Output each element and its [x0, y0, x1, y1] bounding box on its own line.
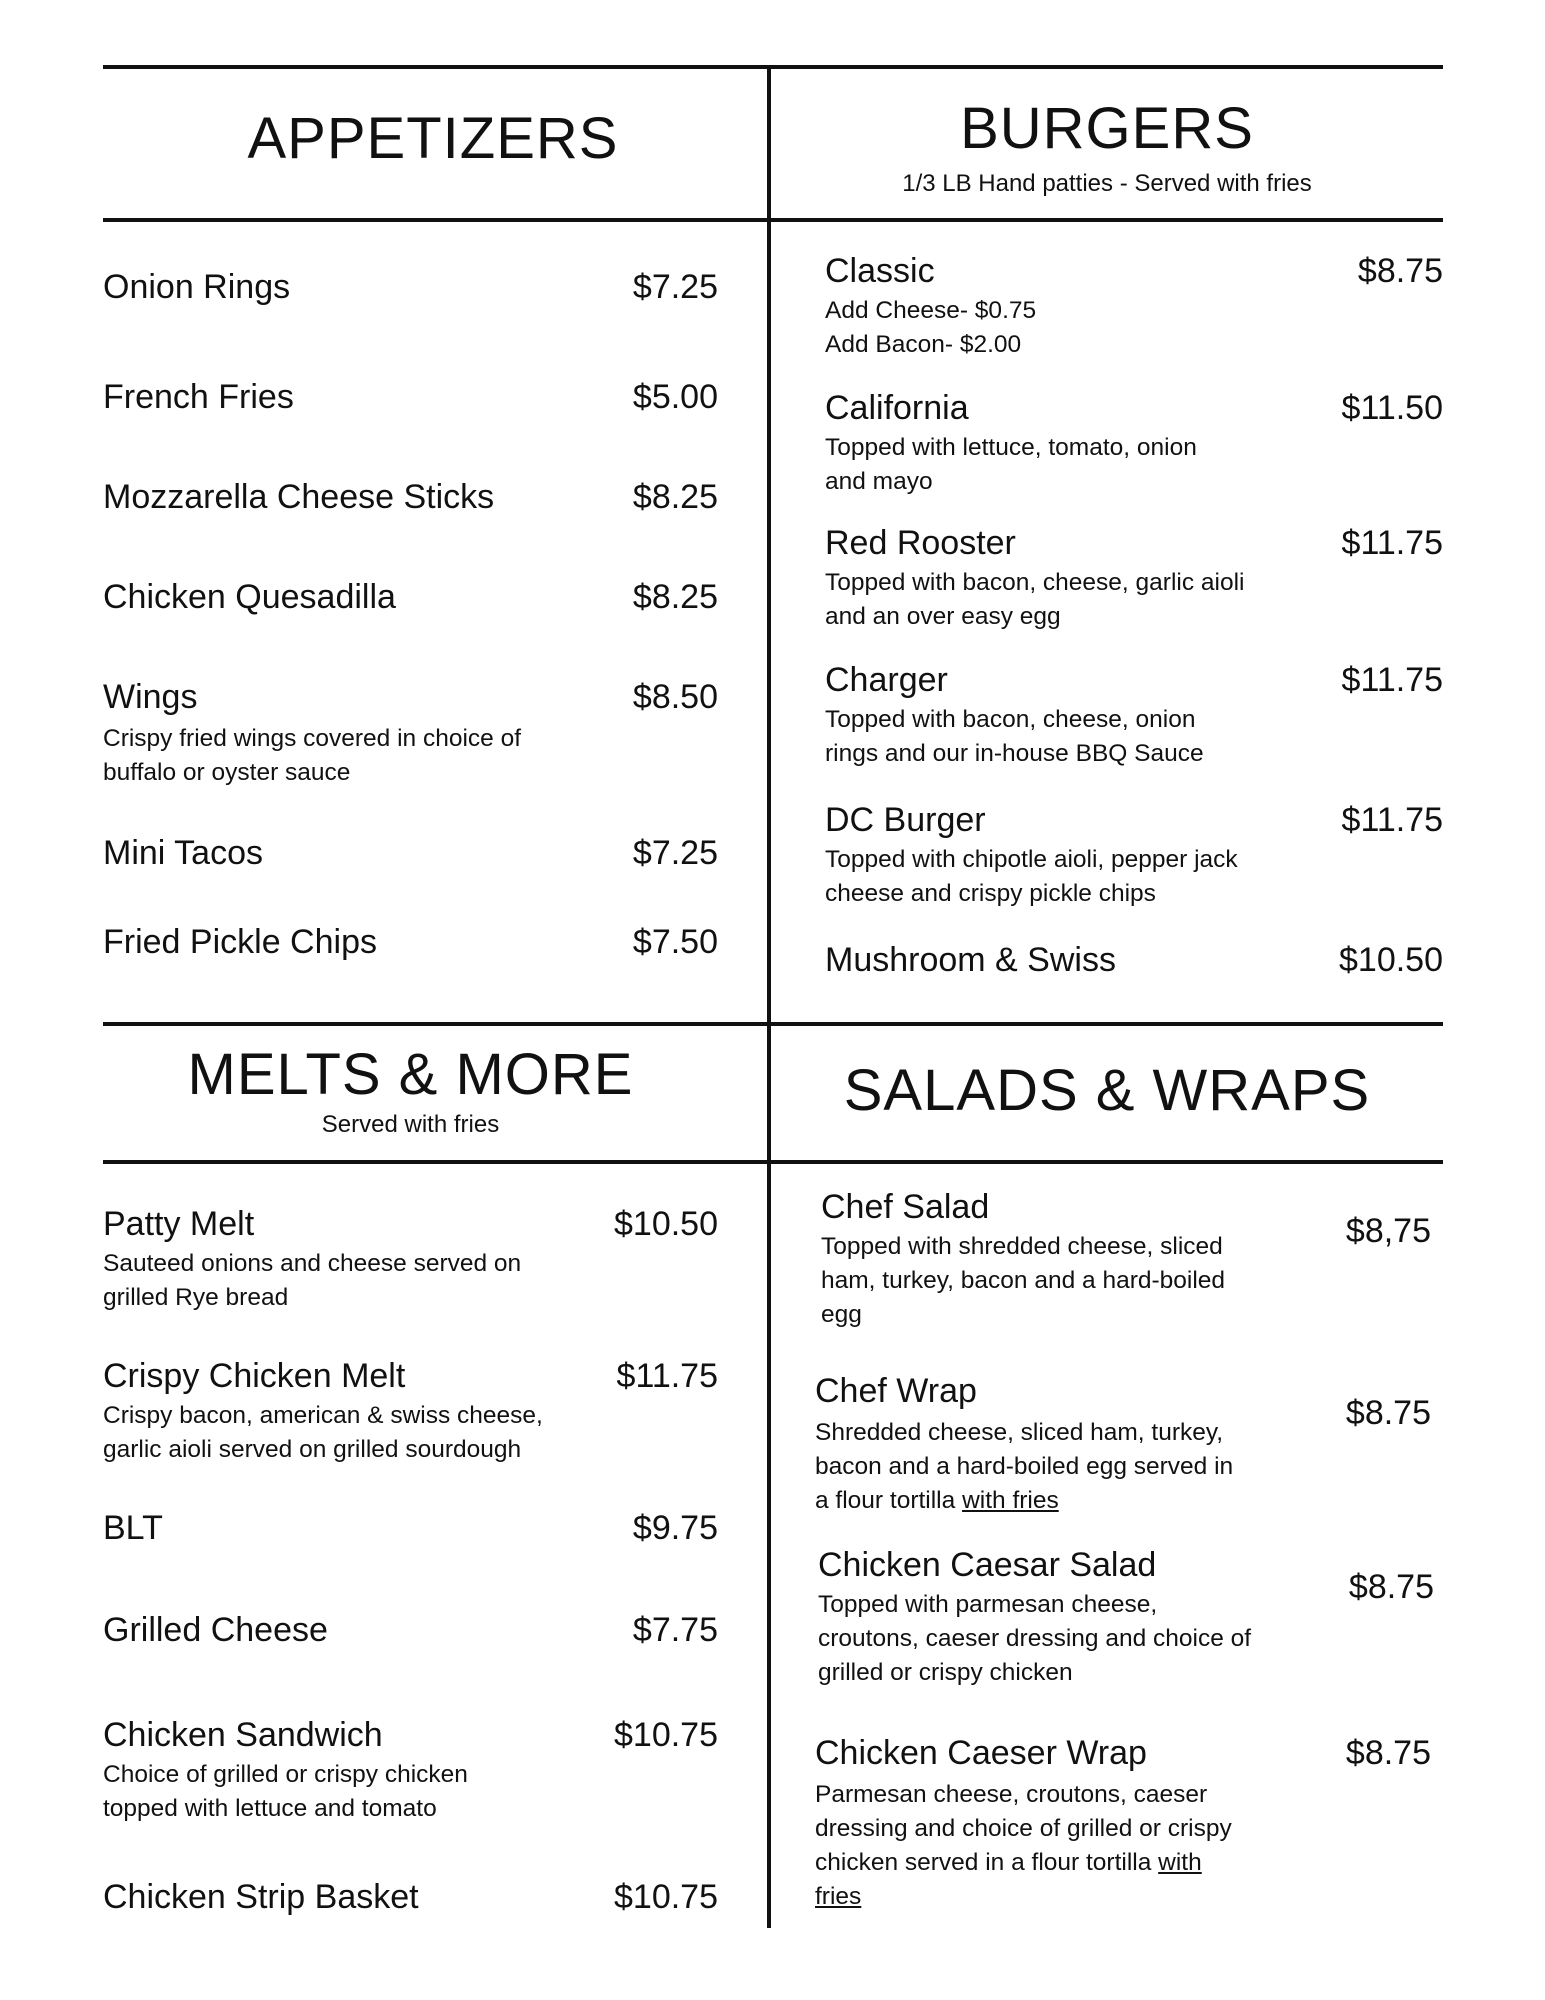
item-description: Shredded cheese, sliced ham, turkey, bacon and a hard-boiled egg served in a flour tortilla with fries — [815, 1419, 1234, 1514]
item-name: Chicken Quesadilla — [103, 578, 396, 616]
item-price: $10.50 — [1339, 941, 1443, 979]
middle-rule — [103, 1022, 1443, 1026]
item-name: California — [825, 389, 969, 427]
item-name: Chef Wrap — [815, 1372, 977, 1410]
item-name: Classic — [825, 252, 935, 290]
item-description: Add Cheese- $0.75 Add Bacon- $2.00 — [825, 297, 1037, 358]
item-description: Parmesan cheese, croutons, caeser dressing and choice of grilled or crispy chicken served in a flour tortilla with fries — [815, 1778, 1325, 1914]
item-description: Choice of grilled or crispy chicken topped with lettuce and tomato — [103, 1761, 468, 1822]
with-fries-note: with fries — [962, 1487, 1059, 1514]
item-description: Topped with bacon, cheese, garlic aioli and an over easy egg — [825, 569, 1245, 630]
item-description: Sauteed onions and cheese served on grilled Rye bread — [103, 1250, 522, 1311]
item-description: Topped with bacon, cheese, onion rings and our in-house BBQ Sauce — [825, 706, 1204, 767]
item-price: $10.75 — [614, 1878, 718, 1916]
item-price: $8.75 — [1357, 252, 1443, 290]
item-description: Crispy fried wings covered in choice of buffalo or oyster sauce — [103, 725, 522, 786]
item-description: Crispy bacon, american & swiss cheese, garlic aioli served on grilled sourdough — [103, 1402, 543, 1463]
item-price: $10.75 — [614, 1716, 718, 1754]
item-description: Topped with shredded cheese, sliced ham, turkey, bacon and a hard-boiled egg — [821, 1233, 1226, 1328]
item-description: Topped with parmesan cheese, croutons, caeser dressing and choice of grilled or crispy chicken — [818, 1591, 1252, 1686]
item-name: BLT — [103, 1509, 163, 1547]
item-price: $7.25 — [632, 268, 718, 306]
item-price: $8.75 — [1348, 1568, 1434, 1606]
item-price: $8,75 — [1345, 1212, 1431, 1250]
item-name: Mushroom & Swiss — [825, 941, 1116, 979]
item-price: $8.50 — [632, 678, 718, 716]
item-name: Grilled Cheese — [103, 1611, 328, 1649]
item-name: Chicken Caeser Wrap — [815, 1734, 1147, 1772]
item-description: Topped with chipotle aioli, pepper jack cheese and crispy pickle chips — [825, 846, 1238, 907]
item-name: Mozzarella Cheese Sticks — [103, 478, 495, 516]
item-price: $7.75 — [632, 1611, 718, 1649]
melts-subtitle: Served with fries — [321, 1111, 500, 1138]
item-price: $7.50 — [632, 923, 718, 961]
item-price: $8.75 — [1345, 1734, 1431, 1772]
burgers-subtitle: 1/3 LB Hand patties - Served with fries — [902, 170, 1312, 197]
appetizers-title: APPETIZERS — [247, 106, 619, 171]
item-price: $11.75 — [1341, 524, 1443, 562]
item-name: Chicken Caesar Salad — [818, 1546, 1157, 1584]
with-fries-note: fries — [815, 1883, 862, 1910]
item-name: DC Burger — [825, 801, 986, 839]
melts-title: MELTS & MORE — [187, 1042, 634, 1107]
item-price: $11.75 — [1341, 661, 1443, 699]
item-name: French Fries — [103, 378, 294, 416]
item-name: Wings — [103, 678, 198, 716]
item-name: Red Rooster — [825, 524, 1016, 562]
item-name: Chef Salad — [821, 1188, 990, 1226]
center-divider — [767, 66, 771, 1928]
item-description: Topped with lettuce, tomato, onion and mayo — [825, 434, 1197, 495]
item-price: $9.75 — [632, 1509, 718, 1547]
burgers-title: BURGERS — [960, 96, 1254, 161]
item-name: Onion Rings — [103, 268, 291, 306]
item-name: Mini Tacos — [103, 834, 263, 872]
item-price: $8.25 — [632, 478, 718, 516]
item-price: $7.25 — [632, 834, 718, 872]
top-rule — [103, 65, 1443, 69]
with-fries-note: with — [1158, 1849, 1202, 1876]
item-price: $10.50 — [614, 1205, 718, 1243]
header-rule-top — [103, 218, 1443, 222]
item-name: Fried Pickle Chips — [103, 923, 377, 961]
item-price: $11.75 — [616, 1357, 718, 1395]
salads-title: SALADS & WRAPS — [843, 1058, 1371, 1123]
item-name: Crispy Chicken Melt — [103, 1357, 406, 1395]
item-name: Chicken Sandwich — [103, 1716, 383, 1754]
item-price: $8.75 — [1345, 1394, 1431, 1432]
item-name: Chicken Strip Basket — [103, 1878, 419, 1916]
item-name: Charger — [825, 661, 948, 699]
item-price: $5.00 — [632, 378, 718, 416]
item-price: $11.50 — [1341, 389, 1443, 427]
header-rule-bottom — [103, 1160, 1443, 1164]
item-name: Patty Melt — [103, 1205, 255, 1243]
item-price: $11.75 — [1341, 801, 1443, 839]
item-price: $8.25 — [632, 578, 718, 616]
